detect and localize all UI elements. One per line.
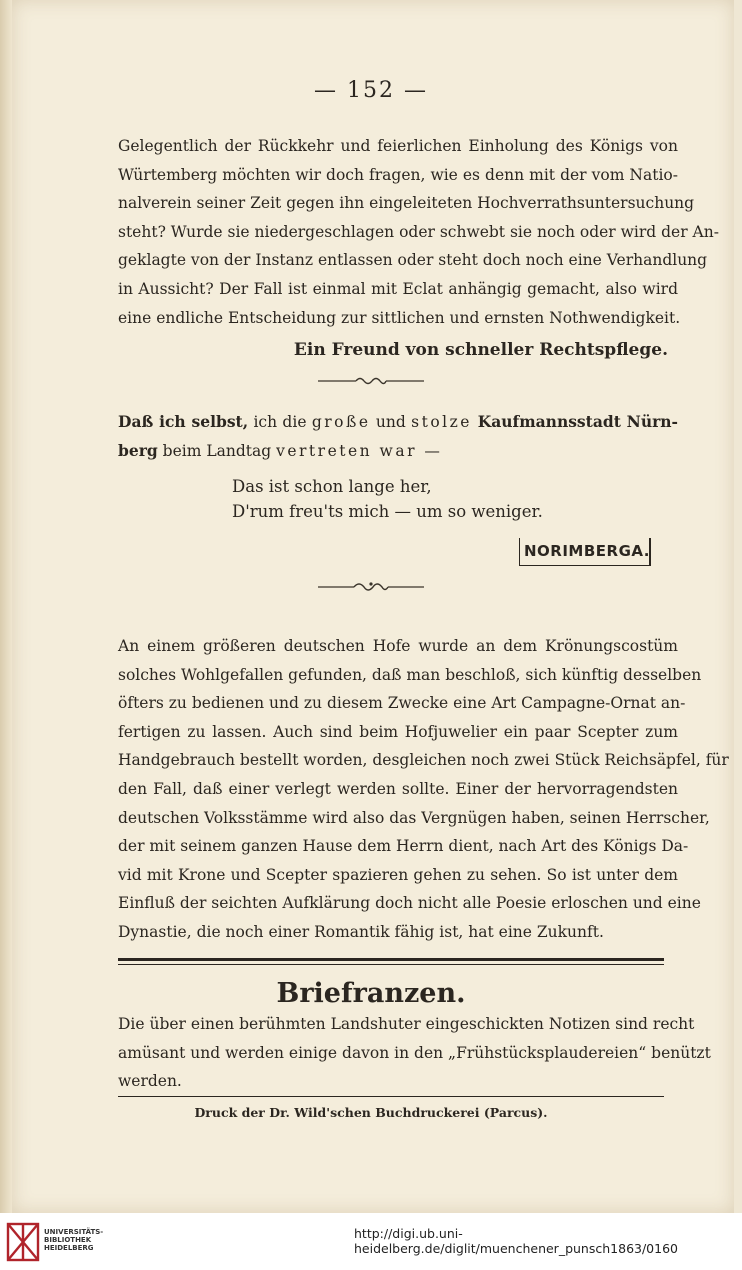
divider-ornament	[0, 374, 742, 391]
text-line: solches Wohlgefallen gefunden, daß man beschloß, sich künftig desselben	[118, 665, 702, 684]
spaced-text: stolze	[411, 413, 472, 431]
text-line: steht? Wurde sie niedergeschlagen oder schwebt sie noch oder wird der An-	[118, 222, 719, 241]
footer-rule	[118, 1096, 664, 1097]
paragraph-briefranzen	[118, 1010, 711, 1096]
emphasis: Kaufmannsstadt Nürn-	[471, 412, 678, 431]
text-line: deutschen Volksstämme wird also das Vergnügen haben, seinen Herrscher,	[118, 808, 710, 827]
ornament-flourish-icon	[316, 580, 426, 594]
text-run: beim Landtag	[157, 441, 277, 460]
text-line: fertigen zu lassen. Auch sind beim Hofjuwelier ein paar Scepter zum	[118, 722, 678, 741]
page-edge	[0, 0, 12, 1213]
source-url-link[interactable]: http://digi.ub.uni-heidelberg.de/diglit/muenchener_punsch1863/0160	[354, 1226, 678, 1256]
emphasis: berg	[118, 440, 158, 460]
spaced-text: vertreten war —	[276, 441, 443, 460]
text-line: amüsant und werden einige davon in den „Frühstücksplaudereien“ benützt	[118, 1043, 711, 1062]
text-line: Dynastie, die noch einer Romantik fähig ist, hat eine Zukunft.	[118, 922, 604, 941]
library-name	[44, 1228, 103, 1253]
text-line: öfters zu bedienen und zu diesem Zwecke eine Art Campagne-Ornat an-	[118, 694, 686, 713]
paragraph-kroenungscostuem	[118, 632, 729, 947]
university-library-logo-icon[interactable]	[6, 1222, 40, 1262]
divider-ornament	[0, 580, 742, 597]
text-line: An einem größeren deutschen Hofe wurde an dem Krönungscostüm	[118, 637, 678, 655]
text-run: ich die	[248, 413, 312, 431]
text-line: Würtemberg möchten wir doch fragen, wie es denn mit der vom Natio-	[118, 165, 678, 184]
text-line: Die über einen berühmten Landshuter eingeschickten Notizen sind recht	[118, 1015, 695, 1033]
spaced-text: große	[311, 413, 371, 431]
section-rule	[118, 964, 664, 965]
text-line: Handgebrauch bestellt worden, desgleichen noch zwei Stück Reichsäpfel, für	[118, 751, 729, 770]
library-name-line: HEIDELBERG	[44, 1244, 94, 1253]
verse-line: Das ist schon lange her,	[232, 477, 432, 496]
page-number: — 152 —	[314, 78, 428, 103]
norimberga-label: NORIMBERGA.	[524, 542, 650, 560]
text-line: in Aussicht? Der Fall ist einmal mit Eclat anhängig gemacht, also wird	[118, 279, 678, 298]
section-heading: Briefranzen.	[276, 978, 466, 1009]
library-name-line: UNIVERSITÄTS-	[44, 1228, 104, 1236]
paragraph-national-verein	[118, 132, 719, 332]
text-line: nalverein seiner Zeit gegen ihn eingeleiteten Hochverrathsuntersuchung	[118, 194, 695, 213]
text-line: den Fall, daß einer verlegt werden sollte. Einer der hervorragendsten	[118, 779, 678, 798]
ornament-flourish-icon	[316, 374, 426, 388]
text-line: eine endliche Entscheidung zur sittlichen und ernsten Nothwendigkeit.	[118, 308, 681, 327]
text-line: geklagte von der Instanz entlassen oder steht doch noch eine Verhandlung	[118, 251, 708, 270]
emphasis: Daß ich selbst,	[118, 412, 249, 431]
text-line: der mit seinem ganzen Hause dem Herrn dient, nach Art des Königs Da-	[118, 837, 689, 856]
section-rule	[118, 958, 664, 961]
signature: Ein Freund von schneller Rechtspflege.	[293, 340, 668, 360]
text-line: vid mit Krone und Scepter spazieren gehen zu sehen. So ist unter dem	[118, 865, 678, 884]
text-line: werden.	[118, 1072, 182, 1091]
library-name-line: BIBLIOTHEK	[44, 1236, 92, 1245]
text-run: und	[370, 413, 412, 431]
text-line: Einfluß der seichten Aufklärung doch nicht alle Poesie erloschen und eine	[118, 894, 701, 913]
text-line	[118, 437, 678, 466]
text-line	[118, 408, 678, 437]
printer-imprint: Druck der Dr. Wild'schen Buchdruckerei (Parcus).	[194, 1105, 548, 1120]
text-line: Gelegentlich der Rückkehr und feierlichen Einholung des Königs von	[118, 137, 678, 155]
paragraph-nuernberg	[118, 408, 678, 465]
verse-line: D'rum freu'ts mich — um so weniger.	[232, 502, 543, 521]
